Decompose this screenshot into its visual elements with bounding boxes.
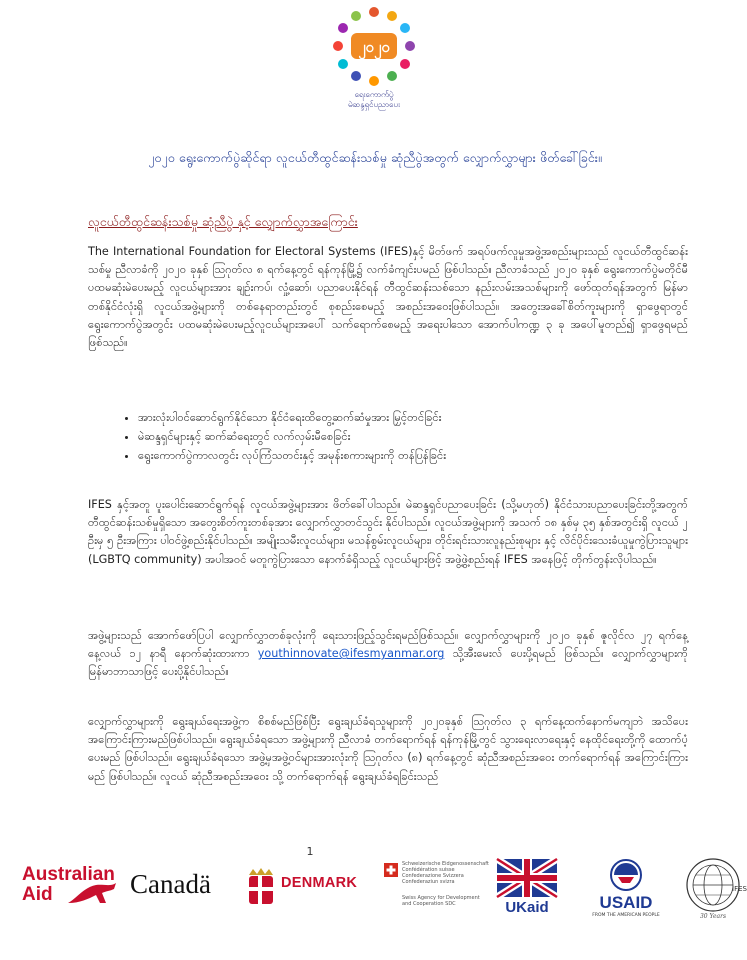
royal-crest-icon <box>245 867 277 907</box>
swiss-line: Schweizerische Eidgenossenschaft <box>402 861 489 867</box>
svg-text:30 Years: 30 Years <box>699 913 727 920</box>
list-item: • အားလုံးပါဝင်ဆောင်ရွက်နိုင်သော နိုင်ငံရေးထိတွေ့ဆက်ဆံမှုအား မြှင့်တင်ခြင်း <box>138 408 698 427</box>
paragraph-intro: The International Foundation for Electoral Systems (IFES)နှင့် မိတ်ဖက် အရပ်ဖက်လူမှုအဖွဲ့အစည်းများသည် လူငယ်တီထွင်ဆန်းသစ်မှု ညီလာခံကို ၂၀၂၀ ခုနှစ် ဩဂုတ်လ ၈ ရက်နေ့တွင် ရန်ကုန်မြို့၌ လက်ခံကျင်းပမည် ဖြစ်ပါသည်။ ညီလာခံသည် ၂၀၂၀ ခုနှစ် ရွေးကောက်ပွဲမတိုင်မီ ပထမဆုံးမဲပေးမည့် လူငယ်များအား ချဉ်းကပ်၊ လှုံ့ဆော်၊ ပညာပေးနိုင်ရန် တီထွင်ဆန်းသစ်သော နည်းလမ်းအသစ်များကို ဖော်ထုတ်ရန်အတွက် မြန်မာတစ်နိုင်ငံလုံးရှိ လူငယ်အဖွဲ့များကို တစ်နေရာတည်းတွင် စုစည်းစေမည့် အစည်းအဝေးဖြစ်ပါသည်။ အတွေးအခေါ်စိတ်ကူးများကို ရှာဖွေရာတွင် ရွေးကောက်ပွဲအတွင်း ပထမဆုံးမဲပေးမည့်လူငယ်များအပေါ် သက်ရောက်စေမည့် အရေးပါသော အောက်ပါကဏ္ဍ ၃ ခု အပေါ်မူတည်၍ ရှာဖွေရမည် ဖြစ်သည်။ <box>88 245 688 350</box>
swiss-sdc-logo <box>384 861 494 917</box>
event-logo <box>312 6 436 124</box>
australian-aid-logo <box>22 865 122 911</box>
list-item: • မဲဆန္ဒရှင်များနှင့် ဆက်ဆံရေးတွင် လက်လှမ်းမီစေခြင်း <box>138 427 698 446</box>
paragraph-eligibility: IFES နှင့်အတူ ပူးပေါင်းဆောင်ရွက်ရန် လူငယ်အဖွဲ့များအား ဖိတ်ခေါ်ပါသည်။ မဲဆန္ဒရှင်ပညာပေးခြင်း (သို့မဟုတ်) နိုင်ငံသားပညာပေးခြင်းတို့အတွက် တီထွင်ဆန်းသစ်မှုရှိသော အတွေးစိတ်ကူးတစ်ခုအား လျှောက်လွှာတင်သွင်း နိုင်ပါသည်။ လူငယ်အဖွဲ့များကို အသက် ၁၈ နှစ်မှ ၃၅ နှစ်အတွင်းရှိ လူငယ် ၂ ဦးမှ ၅ ဦးအကြား ပါဝင်ဖွဲ့စည်းနိုင်ပါသည်။ အမျိုးသမီးလူငယ်များ၊ မသန်စွမ်းလူငယ်များ၊ တိုင်းရင်းသားလူနည်းစုများ နှင့် လိင်ပိုင်းသေးခံယူမှုကွဲပြားသူများ (LGBTQ community) အပါအဝင် မတူကွဲပြားသော နောက်ခံရှိသည့် လူငယ်များဖြင့် အဖွဲ့ဖွဲ့စည်းရန် IFES အနေဖြင့် တိုက်တွန်းလိုပါသည်။ <box>88 498 688 566</box>
svg-text:IFES: IFES <box>732 885 747 893</box>
ukaid-text: UKaid <box>505 899 549 916</box>
ukaid-logo <box>497 859 557 921</box>
ifes-30-years-logo <box>684 855 747 921</box>
usaid-logo <box>586 859 666 921</box>
email-link[interactable]: youthinnovate@ifesmyanmar.org <box>257 647 445 661</box>
partner-logos <box>0 855 747 935</box>
usaid-tagline: FROM THE AMERICAN PEOPLE <box>592 913 660 918</box>
list-item: • ရွေးကောက်ပွဲကာလတွင်း လုပ်ကြံသတင်းနှင့် အမုန်းစကားများကို တန်ပြန်ခြင်း <box>138 446 698 465</box>
swiss-line: and Cooperation SDC <box>402 901 456 907</box>
logo-emblem-icon <box>324 6 424 90</box>
logo-caption-line1: ရေးကောက်ပွဲ <box>354 90 394 99</box>
document-title: ၂၀၂၀ ရွေးကောက်ပွဲဆိုင်ရာ လူငယ်တီထွင်ဆန်းသစ်မှု ဆုံညီပွဲအတွက် လျှောက်လွှာများ ဖိတ်ခေါ်ခြင်း။ <box>148 150 602 165</box>
swiss-line: Confederazione Svizzera <box>402 873 464 879</box>
swiss-line: Swiss Agency for Development <box>402 895 480 901</box>
logo-caption-line2: မဲဆန္ဒရှင်ပညာပေး <box>348 100 400 109</box>
swiss-line: Confederaziun svizra <box>402 879 455 885</box>
paragraph-submission <box>88 627 688 682</box>
denmark-name: DENMARK <box>281 875 358 891</box>
australian-aid-line2: Aid <box>22 884 53 905</box>
paragraph-selection: လျှောက်လွှာများကို ရွေးချယ်ရေးအဖွဲ့က စိစစ်မည်ဖြစ်ပြီး ရွေးချယ်ခံရသူများကို ၂၀၂၀ခုနှစ် ဩဂုတ်လ ၃ ရက်နေ့ထက်နောက်မကျဘဲ အသိပေးအကြောင်းကြားမည်ဖြစ်ပါသည်။ ရွေးချယ်ခံရသော အဖွဲ့များကို ညီလာခံ တက်ရောက်ရန် ရန်ကုန်မြို့တွင် သွားရေးလာရေးနှင့် နေထိုင်ရေးတို့ကို ထောက်ပံ့ပေးမည် ဖြစ်ပါသည်။ ရွေးချယ်ခံရသော အဖွဲ့မှအဖွဲ့ဝင်များအားလုံးကို ဩဂုတ်လ (၈) ရက်နေ့တွင် ဆုံညီအစည်းအဝေး တက်ရောက်ရန် အကြောင်းကြားမည် ဖြစ်ပါသည်။ လူငယ် ဆုံညီအစည်းအဝေး သို့ တက်ရောက်ရန် ရွေးချယ်ခံရခြင်းသည် <box>88 715 688 783</box>
section-heading: လူငယ်တီထွင်ဆန်းသစ်မှု ဆုံညီပွဲ နှင့် လျှောက်လွှာအကြောင်း <box>88 214 358 229</box>
usaid-text: USAID <box>599 893 653 912</box>
submission-text-after: သို့အီးမေးလ် ပေးပို့ရမည် ဖြစ်သည်။ လျှောက်လွှာများကို မြန်မာဘာသာဖြင့် ပေးပို့နိုင်ပါသည်။ <box>88 647 688 679</box>
kangaroo-icon <box>66 881 120 907</box>
focus-areas-list <box>110 408 698 465</box>
ifes-globe-icon <box>684 855 747 921</box>
svg-text:၂၀၂၀: ၂၀၂၀ <box>358 38 390 56</box>
submission-text-before: အဖွဲ့များသည် အောက်ဖော်ပြပါ လျှောက်လွှာတစ်ခုလုံးကို ရေးသားဖြည့်သွင်းရမည်ဖြစ်သည်။ လျှောက်လွှာများကို ၂၀၂၀ ခုနှစ် ဇူလိုင်လ ၂၇ ရက်နေ့ နေ့လယ် ၁၂ နာရီ နောက်ဆုံးထားကာ <box>88 629 688 661</box>
canada-logo: Canadä <box>130 869 211 899</box>
usaid-seal-icon <box>609 859 643 891</box>
swiss-cross-icon <box>384 863 398 877</box>
swiss-line: Confédération suisse <box>402 867 455 873</box>
denmark-logo <box>245 867 365 909</box>
union-jack-icon <box>497 859 557 897</box>
australian-aid-line1: Australian <box>22 864 115 885</box>
page-number: 1 <box>306 845 314 858</box>
